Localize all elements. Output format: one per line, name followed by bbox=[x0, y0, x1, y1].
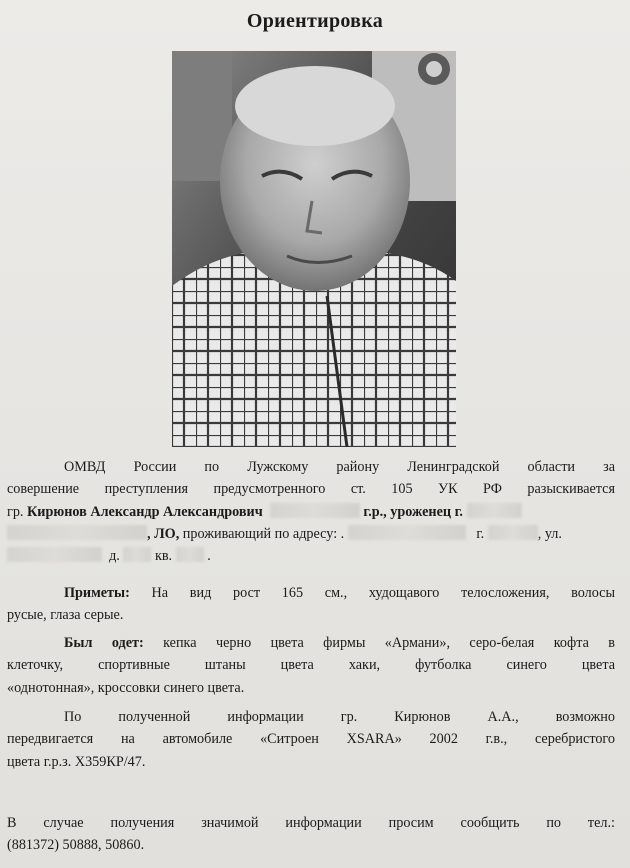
info-line-2: передвигается на автомобиле «Ситроен XSARA» 2002 г.в., серебристого bbox=[7, 731, 615, 748]
redacted-apartment bbox=[176, 547, 204, 562]
intro-paragraph bbox=[7, 456, 615, 567]
house-label: д. bbox=[109, 548, 120, 565]
redacted-birth-city bbox=[467, 503, 522, 518]
intro-line-3 bbox=[7, 501, 615, 523]
city-label: г. bbox=[476, 525, 485, 542]
features-line-2: русые, глаза серые. bbox=[7, 607, 124, 624]
redacted-address bbox=[348, 525, 466, 540]
born-label: г.р., уроженец г. bbox=[359, 503, 463, 520]
info-line-3: цвета г.р.з. Х359КР/47. bbox=[7, 753, 146, 770]
intro-line-4 bbox=[7, 523, 615, 545]
suspect-photo bbox=[172, 51, 456, 447]
contact-phones: (881372) 50888, 50860. bbox=[7, 837, 145, 854]
region-label: , ЛО, bbox=[147, 525, 180, 542]
redacted-birth-year bbox=[270, 503, 360, 518]
features-paragraph bbox=[7, 582, 615, 627]
clothes-line-3: «однотонная», кроссовки синего цвета. bbox=[7, 679, 245, 696]
clothes-line-1 bbox=[7, 632, 615, 654]
clothes-text-1: кепка черно цвета фирмы «Армани», серо-белая кофта в bbox=[143, 635, 615, 651]
document-title: Ориентировка bbox=[246, 10, 384, 32]
intro-line-2: совершение преступления предусмотренного ст. 105 УК РФ разыскивается bbox=[7, 481, 615, 498]
redacted-house bbox=[123, 547, 151, 562]
info-line-1: По полученной информации гр. Кирюнов А.А., возможно bbox=[64, 709, 615, 725]
street-label: , ул. bbox=[537, 525, 562, 542]
redacted-city bbox=[488, 525, 538, 540]
clothes-line-2: клеточку, спортивные штаны цвета хаки, футболка синего цвета bbox=[7, 657, 615, 674]
intro-end: . bbox=[207, 548, 211, 565]
suspect-photo-icon bbox=[172, 51, 456, 447]
features-label: Приметы: bbox=[64, 585, 130, 601]
apartment-label: кв. bbox=[154, 548, 173, 565]
redacted-birth-place bbox=[7, 525, 147, 540]
contact-line-1: В случае получения значимой информации просим сообщить по тел.: bbox=[7, 815, 615, 831]
intro-line-5 bbox=[7, 545, 615, 567]
address-label: проживающий по адресу: . bbox=[179, 525, 345, 542]
redacted-street bbox=[7, 547, 102, 562]
suspect-name: Кирюнов Александр Александрович bbox=[27, 503, 263, 520]
intro-line-1: ОМВД России по Лужскому району Ленинградской области за bbox=[64, 459, 615, 475]
citizen-prefix: гр. bbox=[7, 503, 28, 520]
features-line-1 bbox=[7, 582, 615, 604]
clothes-paragraph bbox=[7, 632, 615, 699]
features-text-1: На вид рост 165 см., худощавого телосложения, волосы bbox=[129, 585, 615, 601]
contact-paragraph bbox=[7, 812, 615, 857]
info-paragraph bbox=[7, 706, 615, 773]
clothes-label: Был одет: bbox=[64, 635, 144, 651]
